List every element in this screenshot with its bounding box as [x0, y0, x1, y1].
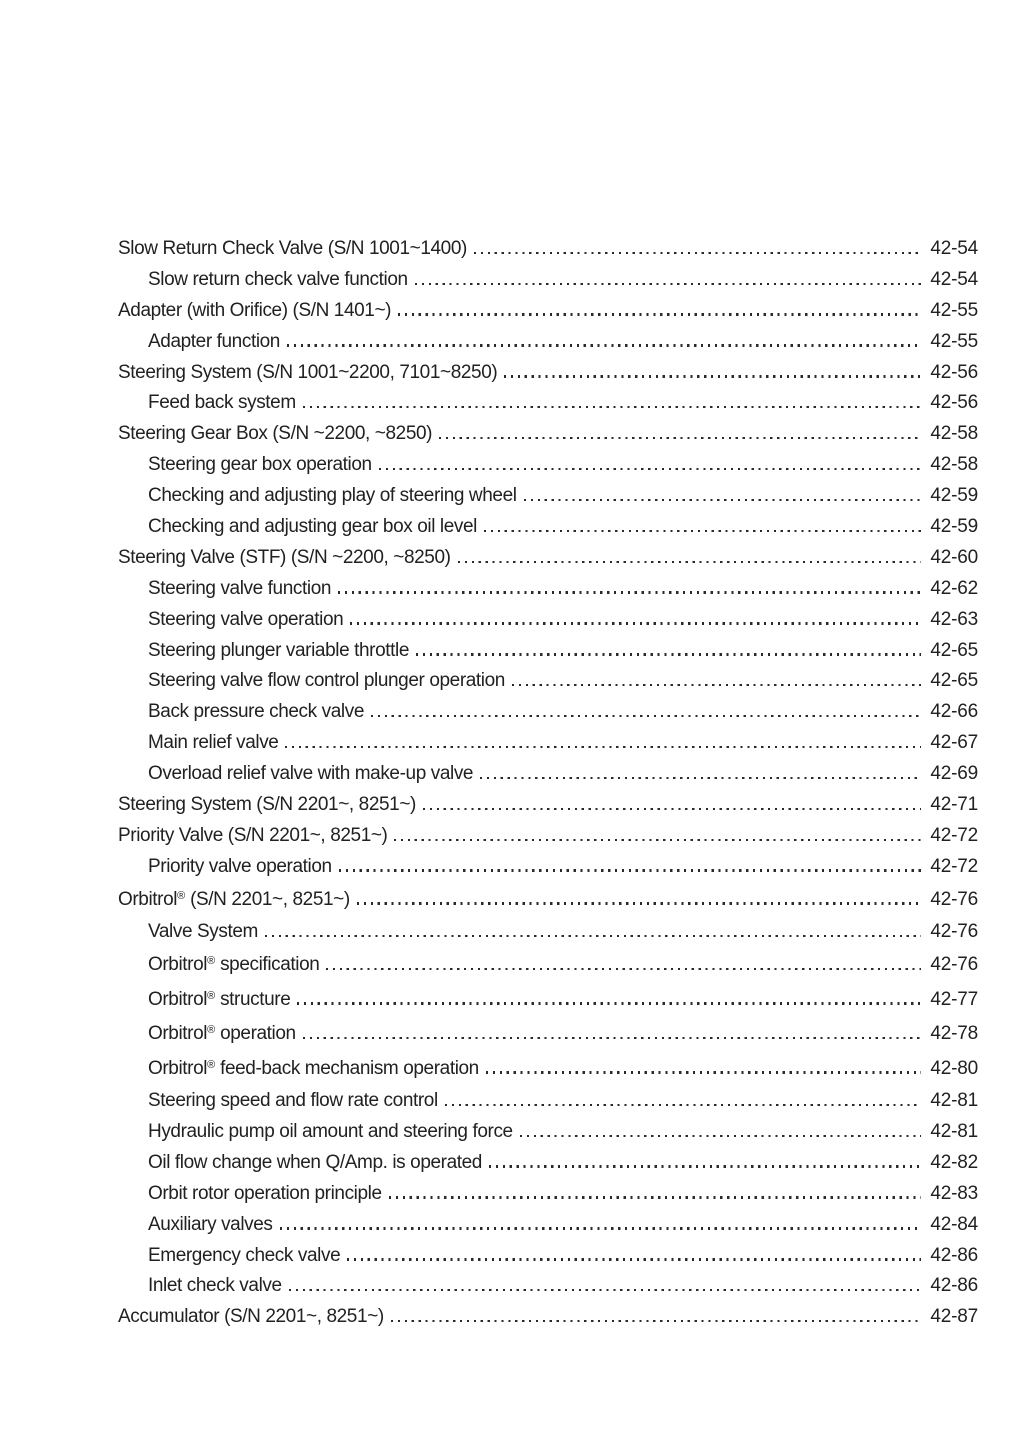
toc-dot-leader — [504, 375, 921, 377]
toc-entry-label: Main relief valve — [148, 732, 279, 754]
toc-entry — [118, 1117, 978, 1148]
toc-entry — [118, 1179, 978, 1210]
toc-dot-leader — [287, 344, 921, 346]
toc-dot-leader — [486, 1071, 922, 1073]
toc-entry — [118, 1271, 978, 1302]
toc-dot-leader — [489, 1165, 921, 1167]
toc-entry-page: 42-54 — [930, 238, 978, 259]
toc-entry — [118, 852, 978, 883]
toc-entry-label: Orbitrol® feed-back mechanism operation — [148, 1057, 479, 1079]
toc-entry-label: Steering System (S/N 2201~, 8251~) — [118, 794, 416, 816]
toc-entry-label: Steering valve flow control plunger operation — [148, 670, 505, 692]
toc-entry-label: Auxiliary valves — [148, 1213, 273, 1235]
toc-dot-leader — [416, 653, 921, 655]
toc-entry — [118, 388, 978, 419]
toc-entry — [118, 512, 978, 543]
toc-entry-page: 42-59 — [930, 516, 978, 538]
toc-entry-page: 42-87 — [930, 1306, 978, 1328]
toc-entry — [118, 234, 978, 265]
toc-entry-page: 42-71 — [930, 794, 978, 816]
toc-entry-page: 42-55 — [930, 299, 978, 321]
toc-dot-leader — [285, 746, 921, 748]
toc-entry-label: Steering System (S/N 1001~2200, 7101~8250) — [118, 361, 498, 383]
toc-entry-label: Steering gear box operation — [148, 454, 372, 476]
toc-entry-label: Orbitrol® (S/N 2201~, 8251~) — [118, 888, 350, 910]
registered-trademark-symbol: ® — [207, 955, 216, 968]
toc-entry-label: Oil flow change when Q/Amp. is operated — [148, 1151, 482, 1173]
toc-dot-leader — [289, 1289, 922, 1291]
toc-entry — [118, 948, 978, 983]
toc-entry-label: Checking and adjusting gear box oil level — [148, 516, 477, 538]
toc-dot-leader — [326, 968, 921, 970]
toc-entry-page: 42-80 — [930, 1057, 978, 1079]
toc-dot-leader — [379, 468, 922, 470]
toc-entry — [118, 296, 978, 327]
toc-dot-leader — [338, 591, 921, 593]
toc-dot-leader — [347, 1258, 921, 1260]
toc-entry-label: Overload relief valve with make-up valve — [148, 763, 474, 785]
toc-entry-page: 42-62 — [930, 577, 978, 599]
toc-entry-label: Steering speed and flow rate control — [148, 1090, 438, 1112]
toc-entry — [118, 697, 978, 728]
toc-entry — [118, 1017, 978, 1052]
toc-entry — [118, 1241, 978, 1272]
toc-dot-leader — [524, 499, 922, 501]
toc-entry-label: Valve System — [148, 921, 258, 943]
toc-dot-leader — [350, 622, 921, 624]
toc-entry-label: Adapter (with Orifice) (S/N 1401~) — [118, 299, 392, 321]
toc-dot-leader — [297, 1002, 921, 1004]
toc-entry-page: 42-84 — [930, 1213, 978, 1235]
toc-entry — [118, 327, 978, 358]
toc-entry-label: Slow return check valve function — [148, 268, 408, 290]
toc-entry-page: 42-72 — [930, 855, 978, 877]
toc-entry-page: 42-76 — [930, 921, 978, 943]
toc-entry-label: Back pressure check valve — [148, 701, 364, 723]
toc-entry-page: 42-59 — [930, 485, 978, 507]
toc-entry — [118, 666, 978, 697]
toc-entry-page: 42-76 — [930, 954, 978, 976]
toc-entry-page: 42-58 — [930, 454, 978, 476]
toc-entry — [118, 728, 978, 759]
toc-entry — [118, 543, 978, 574]
toc-dot-leader — [423, 808, 921, 810]
toc-entry-label: Steering Valve (STF) (S/N ~2200, ~8250) — [118, 546, 451, 568]
toc-entry-page: 42-81 — [930, 1090, 978, 1112]
toc-entry — [118, 1086, 978, 1117]
toc-entry — [118, 790, 978, 821]
toc-entry-page: 42-86 — [930, 1244, 978, 1266]
toc-entry-page: 42-78 — [930, 1023, 978, 1045]
toc-entry-page: 42-82 — [930, 1151, 978, 1173]
toc-entry — [118, 917, 978, 948]
registered-trademark-symbol: ® — [177, 889, 186, 902]
toc-entry-label: Emergency check valve — [148, 1244, 341, 1266]
toc-entry-page: 42-72 — [930, 824, 978, 846]
toc-entry-label: Inlet check valve — [148, 1275, 282, 1297]
toc-entry — [118, 358, 978, 389]
toc-dot-leader — [480, 777, 921, 779]
toc-dot-leader — [512, 684, 921, 686]
toc-entry-page: 42-55 — [930, 330, 978, 352]
toc-entry-label: Orbitrol® specification — [148, 954, 320, 976]
toc-entry-label: Priority Valve (S/N 2201~, 8251~) — [118, 824, 388, 846]
toc-dot-leader — [391, 1320, 922, 1322]
toc-entry-page: 42-54 — [930, 268, 978, 290]
toc-entry — [118, 265, 978, 296]
toc-entry-page: 42-66 — [930, 701, 978, 723]
toc-dot-leader — [398, 313, 921, 315]
toc-dot-leader — [371, 715, 921, 717]
toc-entry — [118, 636, 978, 667]
toc-dot-leader — [265, 935, 921, 937]
toc-dot-leader — [415, 283, 922, 285]
toc-entry-page: 42-58 — [930, 423, 978, 445]
toc-entry-page: 42-86 — [930, 1275, 978, 1297]
toc-entry-page: 42-65 — [930, 670, 978, 692]
toc-dot-leader — [520, 1135, 922, 1137]
toc-dot-leader — [389, 1196, 922, 1198]
toc-list — [118, 234, 978, 1333]
toc-entry-label: Checking and adjusting play of steering wheel — [148, 485, 517, 507]
toc-entry-label: Orbitrol® structure — [148, 988, 291, 1010]
toc-entry-label: Orbit rotor operation principle — [148, 1182, 382, 1204]
toc-dot-leader — [339, 869, 922, 871]
toc-entry-page: 42-63 — [930, 608, 978, 630]
toc-entry — [118, 821, 978, 852]
toc-entry — [118, 481, 978, 512]
toc-entry-label: Feed back system — [148, 392, 296, 414]
toc-entry-label: Priority valve operation — [148, 855, 332, 877]
toc-dot-leader — [439, 437, 921, 439]
registered-trademark-symbol: ® — [207, 1024, 216, 1037]
toc-entry-label: Orbitrol® operation — [148, 1023, 296, 1045]
toc-entry-label: Steering plunger variable throttle — [148, 639, 410, 661]
toc-dot-leader — [280, 1227, 922, 1229]
toc-entry-page: 42-76 — [930, 888, 978, 910]
toc-dot-leader — [394, 839, 921, 841]
toc-entry-page: 42-67 — [930, 732, 978, 754]
toc-entry-label: Slow Return Check Valve (S/N 1001~1400) — [118, 238, 467, 259]
toc-entry — [118, 1302, 978, 1333]
toc-entry — [118, 983, 978, 1018]
registered-trademark-symbol: ® — [207, 989, 216, 1002]
toc-entry-page: 42-56 — [930, 361, 978, 383]
toc-entry — [118, 419, 978, 450]
toc-entry-label: Steering valve function — [148, 577, 332, 599]
toc-dot-leader — [303, 1037, 922, 1039]
toc-dot-leader — [474, 252, 921, 254]
toc-entry-page: 42-69 — [930, 763, 978, 785]
toc-entry-page: 42-56 — [930, 392, 978, 414]
toc-entry — [118, 574, 978, 605]
toc-entry-page: 42-60 — [930, 546, 978, 568]
toc-entry-page: 42-83 — [930, 1182, 978, 1204]
toc-dot-leader — [445, 1104, 922, 1106]
toc-entry-label: Steering Gear Box (S/N ~2200, ~8250) — [118, 423, 433, 445]
toc-entry-label: Hydraulic pump oil amount and steering force — [148, 1120, 513, 1142]
toc-entry — [118, 450, 978, 481]
registered-trademark-symbol: ® — [207, 1058, 216, 1071]
toc-entry — [118, 759, 978, 790]
toc-entry — [118, 1210, 978, 1241]
toc-entry — [118, 605, 978, 636]
toc-entry-page: 42-65 — [930, 639, 978, 661]
toc-entry-label: Steering valve operation — [148, 608, 344, 630]
toc-entry — [118, 1052, 978, 1087]
toc-entry-page: 42-77 — [930, 988, 978, 1010]
toc-dot-leader — [303, 406, 922, 408]
toc-entry-page: 42-81 — [930, 1120, 978, 1142]
toc-entry-label: Adapter function — [148, 330, 280, 352]
toc-dot-leader — [484, 530, 921, 532]
toc-dot-leader — [458, 561, 922, 563]
toc-entry-label: Accumulator (S/N 2201~, 8251~) — [118, 1306, 384, 1328]
toc-dot-leader — [357, 902, 922, 904]
toc-entry — [118, 1148, 978, 1179]
toc-entry — [118, 883, 978, 918]
